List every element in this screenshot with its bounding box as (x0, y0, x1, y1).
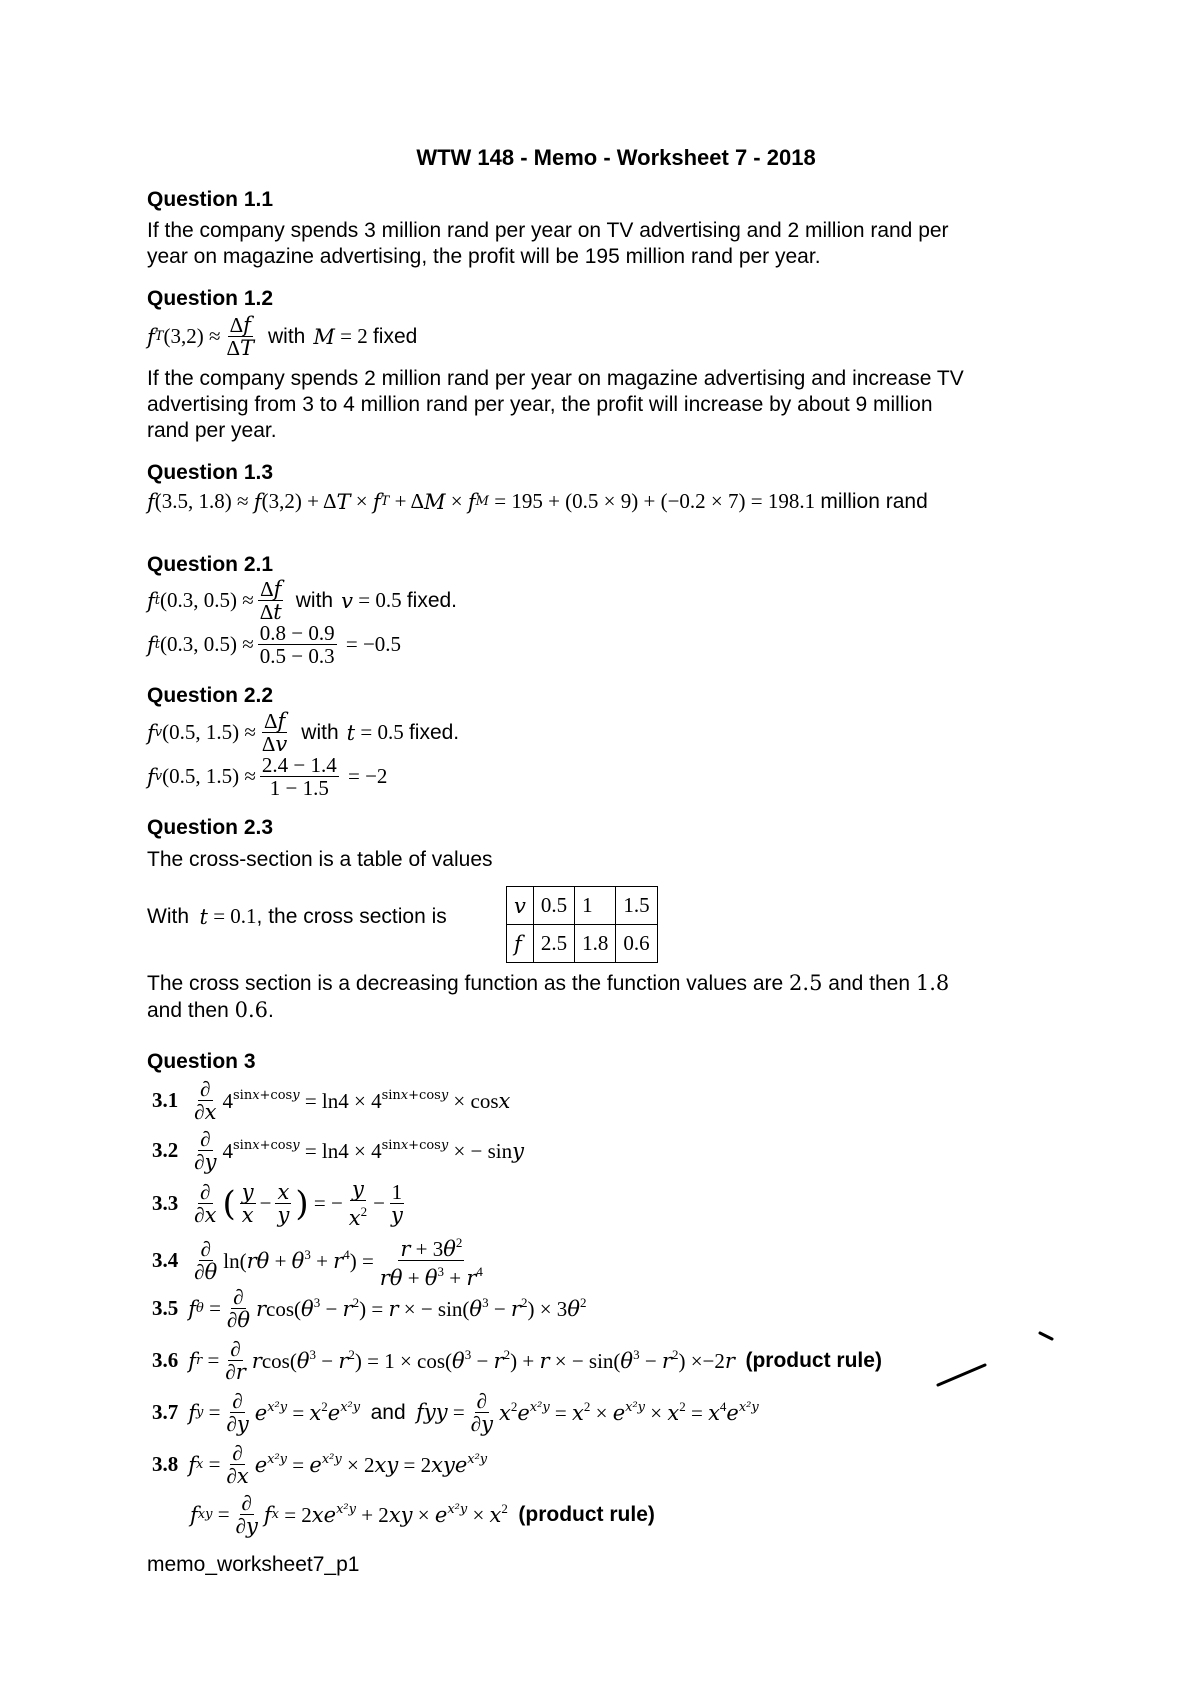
page-footer: memo_worksheet7_p1 (147, 1553, 360, 1576)
table-row-label: v (507, 887, 534, 925)
conclusion-line-2 (147, 997, 274, 1024)
with-word: with (295, 588, 334, 612)
table-row-label: f (507, 925, 534, 963)
table-cell: 1.5 (616, 887, 657, 925)
equation-3-8-a: 3.8 f x = $\frac{\partial}{\partial x}$ $e^{x^2y} = e^{x^2y} \times 2xy = 2xye^{x^2y}$ (152, 1441, 488, 1488)
label-3-3: 3.3 (152, 1191, 179, 1215)
answer-1-1-line-2: year on magazine advertising, the profit will be 195 million rand per year. (147, 245, 821, 268)
heading-question-2-2: Question 2.2 (147, 684, 274, 707)
equation-1-3: f (3.5, 1.8) ≈ f (3,2) + Δ T × f T + Δ M × f M = 195 + (0.5 × 9) + (−0.2 × 7) = 198.1 million rand (147, 489, 928, 514)
equation-3-3: 3.3 $\frac{\partial}{\partial x}$ ( $\frac{y}{x}$ − $\frac{x}{y}$ ) = − $\frac{y}{x^2}$ − $\frac{1}{y}$ (152, 1177, 403, 1230)
fixed-word: fixed. (406, 588, 458, 612)
equation-3-4: 3.4 $\frac{\partial}{\partial\theta}$ $\ln(r\theta + \theta^3 + r^4)$ = $\frac{r + 3\theta^2}{r\theta + \theta^3 + r^4}$ (152, 1232, 489, 1289)
label-3-5: 3.5 (152, 1296, 179, 1320)
table-cell: 0.6 (616, 925, 657, 963)
equation-3-1: 3.1 $\frac{\partial}{\partial x}$ $4^{sinx+cosy} = \ln 4 \times 4^{sinx+cosy} \times \cos x$ (152, 1077, 511, 1124)
conclusion-text: The cross section is a decreasing function as the function values are (147, 972, 784, 995)
label-3-4: 3.4 (152, 1248, 179, 1272)
cross-section-label: With t = 0.1 , the cross section is (147, 904, 447, 929)
value-2-5: 2.5 (789, 971, 823, 995)
heading-question-2-1: Question 2.1 (147, 553, 274, 576)
with-word: with (301, 720, 339, 744)
equation-3-8-b: f xy = $\frac{\partial}{\partial y}$ f x = $2xe^{x^2y} + 2xy \times e^{x^2y} \times x^2$ (product rule) (190, 1491, 655, 1538)
label-3-6: 3.6 (152, 1348, 179, 1372)
cross-section-text: , the cross section is (256, 904, 447, 928)
heading-question-1-2: Question 1.2 (147, 287, 274, 310)
equation-3-7: 3.7 f y = $\frac{\partial}{\partial y}$ $e^{x^2y} = x^2e^{x^2y}$ and fyy = $\frac{\partial}{\partial y}$ $x^2e^{x^2y} = x^2 \times e^{x^2y} \times x^2 = x^4e^{x^2y}$ (152, 1389, 759, 1436)
value-0-6: 0.6 (234, 998, 268, 1022)
equation-2-1-b: f t (0.3, 0.5) ≈ $\frac{0.8 - 0.9}{0.5 - 0.3}$ = −0.5 (147, 621, 402, 668)
page-title: WTW 148 - Memo - Worksheet 7 - 2018 (416, 145, 816, 170)
label-3-8: 3.8 (152, 1452, 179, 1476)
million-rand-label: million rand (820, 489, 928, 513)
label-3-2: 3.2 (152, 1138, 179, 1162)
with-label: With (147, 904, 189, 928)
fixed-word: fixed (372, 324, 418, 348)
conclusion-line-1 (147, 970, 949, 997)
equation-2-2-b: f v (0.5, 1.5) ≈ $\frac{2.4 - 1.4}{1 - 1.5}$ = −2 (147, 753, 388, 800)
equation-3-5: 3.5 f θ = $\frac{\partial}{\partial\theta}$ $rcos(\theta^3 - r^2) = r$ × − $\sin(\theta^3 - r^2) \times 3\theta^2$ (152, 1285, 587, 1332)
cross-section-intro: The cross-section is a table of values (147, 848, 493, 871)
and-word: and (370, 1400, 406, 1424)
table-cell: 0.5 (533, 887, 574, 925)
table-cell: 2.5 (533, 925, 574, 963)
value-1-8: 1.8 (915, 971, 950, 995)
product-rule-note: (product rule) (745, 1348, 882, 1372)
table-cell: 1.8 (575, 925, 616, 963)
heading-question-1-1: Question 1.1 (147, 188, 274, 211)
cross-section-table (506, 886, 658, 963)
label-3-7: 3.7 (152, 1400, 179, 1424)
and-then-text: and then (147, 999, 229, 1022)
with-word: with (268, 324, 306, 348)
table-cell: 1 (575, 887, 616, 925)
table-row (507, 925, 658, 963)
product-rule-note: (product rule) (518, 1502, 655, 1526)
equation-3-6: 3.6 f r = $\frac{\partial}{\partial r}$ $rcos(\theta^3 - r^2) = 1 \times \cos(\theta^3 - r^2) + r$ × − $\sin(\theta^3 - r^2) \times-2r$ (product rule) (152, 1337, 882, 1384)
period: . (268, 999, 274, 1022)
equation-1-2: f T (3,2) ≈ $\frac{\Delta f}{\Delta T}$ with M = 2 fixed (147, 313, 418, 360)
fixed-word: fixed. (408, 720, 460, 744)
equation-2-2-a: f v (0.5, 1.5) ≈ $\frac{\Delta f}{\Delta v}$ with t = 0.5 fixed. (147, 709, 460, 756)
heading-question-3: Question 3 (147, 1050, 256, 1073)
equation-2-1-a: f t (0.3, 0.5) ≈ $\frac{\Delta f}{\Delta t}$ with v = 0.5 fixed. (147, 577, 458, 624)
answer-1-2-line-3: rand per year. (147, 419, 277, 442)
and-then-text: and then (828, 972, 911, 995)
equation-3-2: 3.2 $\frac{\partial}{\partial y}$ $4^{sinx+cosy} = \ln 4 \times 4^{sinx+cosy}$ × − siny (152, 1127, 525, 1174)
answer-1-2-line-1: If the company spends 2 million rand per year on magazine advertising and increase TV (147, 367, 964, 390)
answer-1-1-line-1: If the company spends 3 million rand per year on TV advertising and 2 million rand per (147, 219, 949, 242)
tick-mark-icon (930, 1325, 1070, 1395)
label-3-1: 3.1 (152, 1088, 179, 1112)
heading-question-2-3: Question 2.3 (147, 816, 274, 839)
heading-question-1-3: Question 1.3 (147, 461, 274, 484)
answer-1-2-line-2: advertising from 3 to 4 million rand per year, the profit will increase by about 9 million (147, 393, 933, 416)
table-row (507, 887, 658, 925)
